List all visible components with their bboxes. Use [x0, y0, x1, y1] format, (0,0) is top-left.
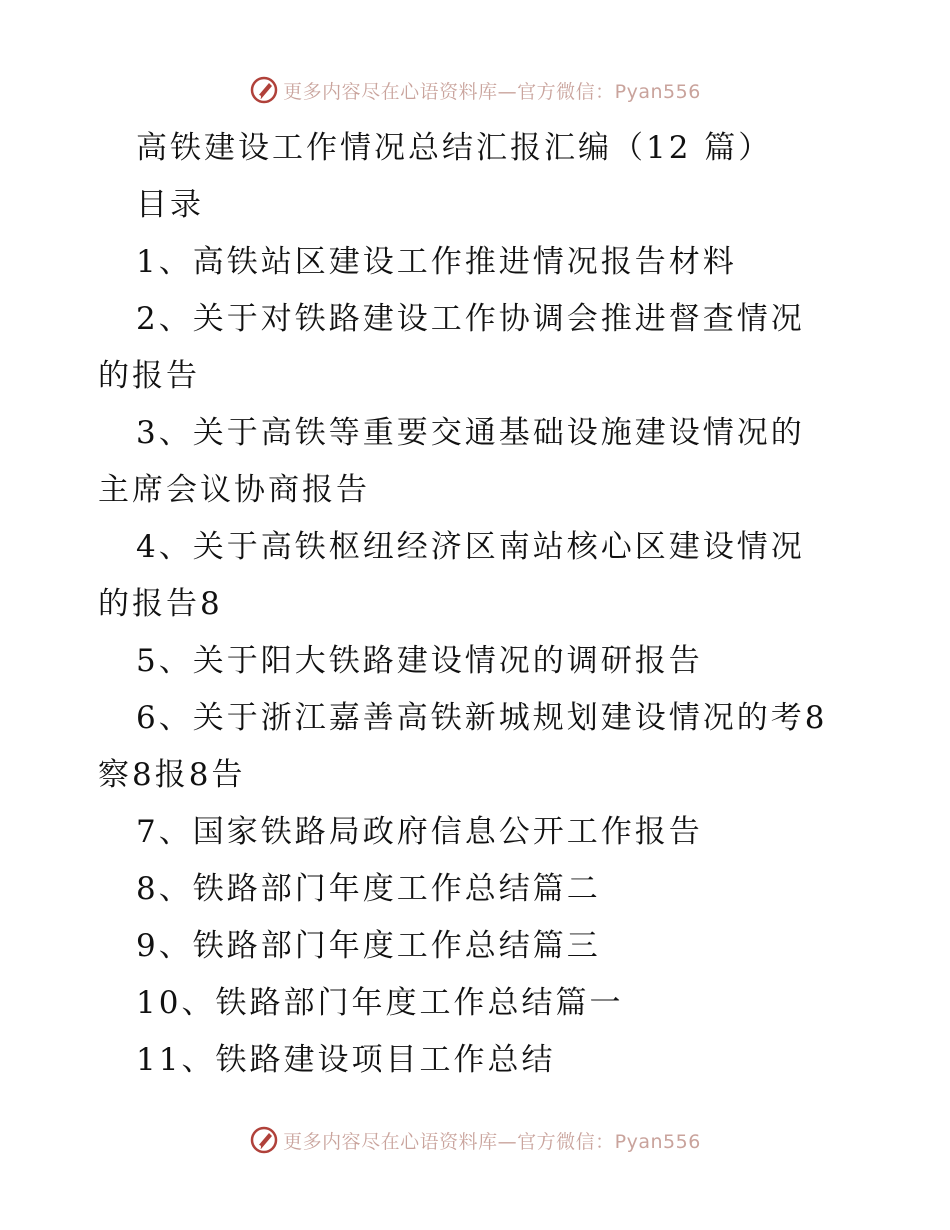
toc-item: 1、高铁站区建设工作推进情况报告材料: [136, 244, 737, 280]
watermark-header: [0, 70, 950, 110]
toc-item: 6、关于浙江嘉善高铁新城规划建设情况的考8察8报8告: [98, 700, 828, 793]
toc-item: 9、铁路部门年度工作总结篇三: [136, 928, 601, 964]
toc-item: 10、铁路部门年度工作总结篇一: [136, 985, 624, 1021]
toc-item: 5、关于阳大铁路建设情况的调研报告: [136, 643, 703, 679]
watermark-text: 更多内容尽在心语资料库—官方微信：Pyan556: [283, 1130, 701, 1153]
pen-seal-logo-icon: [249, 1125, 279, 1155]
pen-seal-logo-icon: [249, 75, 279, 105]
watermark-footer: [0, 1120, 950, 1160]
toc-item: 3、关于高铁等重要交通基础设施建设情况的主席会议协商报告: [98, 415, 805, 508]
toc-item: 11、铁路建设项目工作总结: [136, 1042, 556, 1078]
toc-heading: 目录: [136, 187, 204, 223]
document-body: [98, 120, 838, 1089]
toc-item: 2、关于对铁路建设工作协调会推进督查情况的报告: [98, 301, 805, 394]
toc-item: 8、铁路部门年度工作总结篇二: [136, 871, 601, 907]
document-title: 高铁建设工作情况总结汇报汇编（12 篇）: [136, 130, 773, 166]
watermark-text: 更多内容尽在心语资料库—官方微信：Pyan556: [283, 80, 701, 103]
toc-item: 7、国家铁路局政府信息公开工作报告: [136, 814, 703, 850]
toc-item: 4、关于高铁枢纽经济区南站核心区建设情况的报告8: [98, 529, 805, 622]
